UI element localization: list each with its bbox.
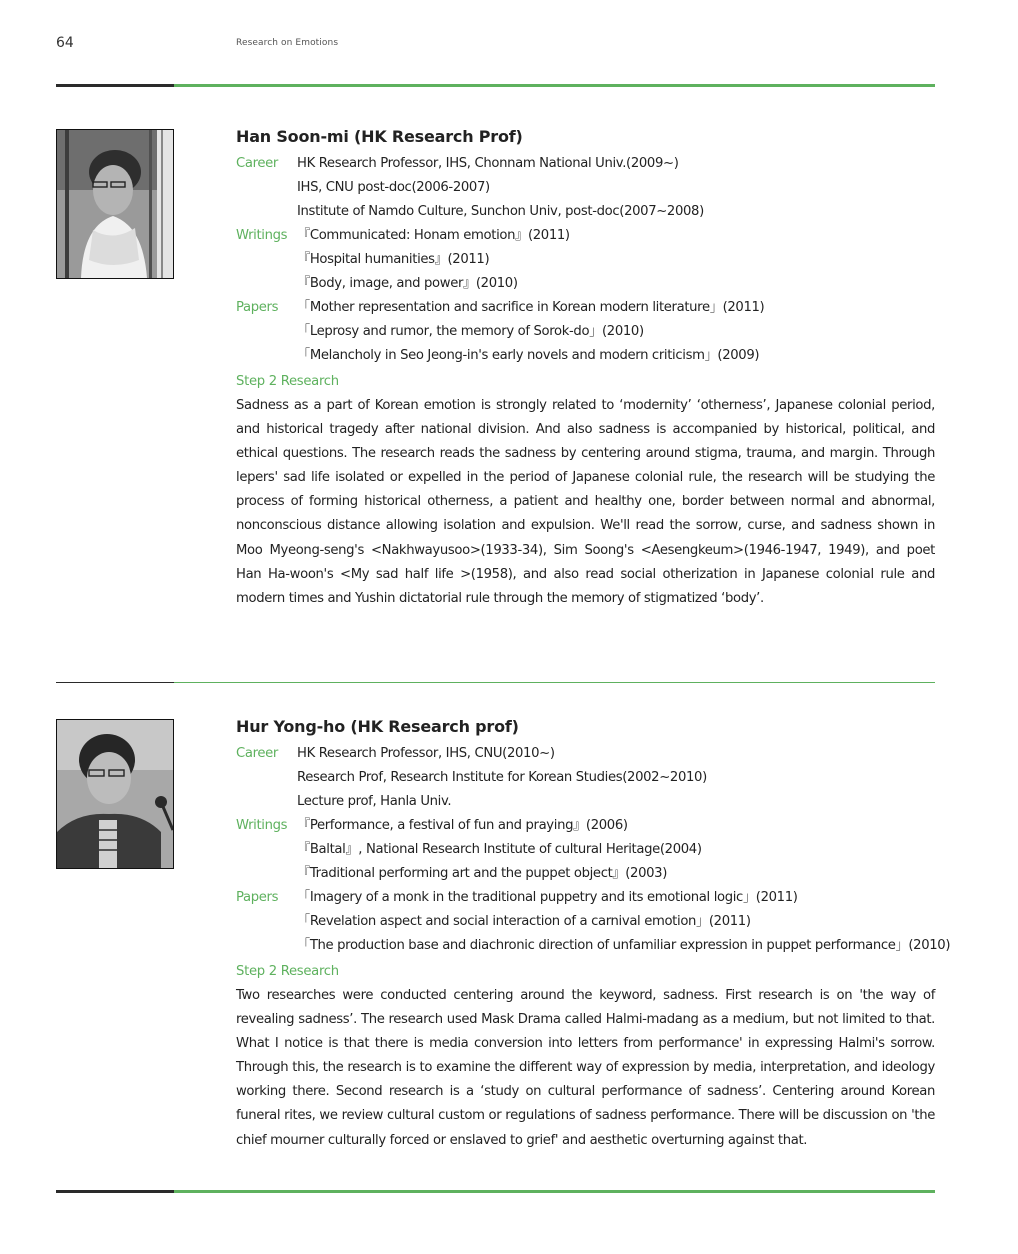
career-label: Career (236, 156, 278, 171)
section-divider (56, 682, 935, 683)
career-row (236, 200, 936, 224)
profile-hur-yong-ho (236, 716, 951, 1153)
writings-row (236, 272, 936, 296)
career-row (236, 742, 936, 766)
profile-photo-han-soon-mi (56, 129, 174, 279)
writings-row (236, 814, 936, 838)
career-item: HK Research Professor, IHS, Chonnam National Univ.(2009~) (297, 156, 679, 171)
profile-han-soon-mi (236, 126, 936, 611)
career-item: Research Prof, Research Institute for Korean Studies(2002~2010) (297, 770, 707, 785)
page-number: 64 (56, 35, 74, 51)
paper-item: 「Revelation aspect and social interaction of a carnival emotion」(2011) (297, 914, 751, 929)
header-divider (56, 84, 935, 87)
profile-name: Hur Yong-ho (HK Research prof) (236, 717, 519, 736)
profile-name: Han Soon-mi (HK Research Prof) (236, 127, 523, 146)
writing-item: 『Body, image, and power』(2010) (297, 276, 518, 291)
paper-item: 「Leprosy and rumor, the memory of Sorok-do」(2010) (297, 324, 644, 339)
footer-divider (56, 1190, 935, 1193)
papers-row (236, 296, 936, 320)
writings-row (236, 224, 936, 248)
paper-item: 「The production base and diachronic direction of unfamiliar expression in puppet performance」(2010) (297, 938, 951, 953)
papers-label: Papers (236, 890, 279, 905)
research-paragraph: Two researches were conducted centering around the keyword, sadness. First research is on 'the way of revealing sadness’. The research used Mask Drama called Halmi-madang as a medium, but not limited to that. What I notice is that there is media conversion into letters from performance' in expressing Halmi's sorrow. Through this, the research is to examine the different way of expression by media, interpretation, and ideology working there. Second research is a ‘study on cultural performance of sadness’. Centering around Korean funeral rites, we review cultural custom or regulations of sadness performance. There will be discussion on 'the chief mourner culturally forced or enslaved to grief' and aesthetic overturning against that. (236, 988, 935, 1148)
paper-item: 「Imagery of a monk in the traditional puppetry and its emotional logic」(2011) (297, 890, 798, 905)
writings-row (236, 862, 936, 886)
career-item: Institute of Namdo Culture, Sunchon Univ, post-doc(2007~2008) (297, 204, 704, 219)
career-label: Career (236, 746, 278, 761)
writing-item: 『Hospital humanities』(2011) (297, 252, 490, 267)
paper-item: 「Mother representation and sacrifice in Korean modern literature」(2011) (297, 300, 765, 315)
career-row (236, 176, 936, 200)
writings-row (236, 838, 936, 862)
writing-item: 『Traditional performing art and the puppet object』(2003) (297, 866, 668, 881)
research-paragraph: Sadness as a part of Korean emotion is strongly related to ‘modernity’ ‘otherness’, Japanese colonial period, and historical tragedy after national division. And also sadness is accompanied by historical, political, and ethical questions. The research reads the sadness by centering around stigma, trauma, and margin. Through lepers' sad life isolated or expelled in the period of Japanese colonial rule, the research will be studying the process of forming historical otherness, a patient and healthy one, border between normal and abnormal, nonconscious distance allowing isolation and expulsion. We'll read the sorrow, curse, and sadness shown in Moo Myeong-seng's <Nakhwayusoo>(1933-34), Sim Soong's <Aesengkeum>(1946-1947, 1949), and poet Han Ha-woon's <My sad half life >(1958), and also read social otherization in Japanese colonial rule and modern times and Yushin dictatorial rule through the memory of stigmatized ‘body’. (236, 398, 935, 606)
career-row (236, 790, 936, 814)
career-item: Lecture prof, Hanla Univ. (297, 794, 452, 809)
papers-row (236, 934, 951, 958)
writings-label: Writings (236, 228, 288, 243)
research-label: Step 2 Research (236, 964, 339, 979)
papers-row (236, 886, 936, 910)
career-row (236, 152, 936, 176)
writing-item: 『Performance, a festival of fun and praying』(2006) (297, 818, 628, 833)
papers-label: Papers (236, 300, 279, 315)
profile-photo-hur-yong-ho (56, 719, 174, 869)
papers-row (236, 910, 936, 934)
writing-item: 『Communicated: Honam emotion』(2011) (297, 228, 570, 243)
career-row (236, 766, 936, 790)
papers-row (236, 320, 936, 344)
papers-row (236, 344, 936, 368)
career-item: IHS, CNU post-doc(2006-2007) (297, 180, 490, 195)
writing-item: 『Baltal』, National Research Institute of cultural Heritage(2004) (297, 842, 702, 857)
writings-row (236, 248, 936, 272)
research-label: Step 2 Research (236, 374, 339, 389)
career-item: HK Research Professor, IHS, CNU(2010~) (297, 746, 555, 761)
running-header: Research on Emotions (236, 38, 339, 48)
writings-label: Writings (236, 818, 288, 833)
paper-item: 「Melancholy in Seo Jeong-in's early novels and modern criticism」(2009) (297, 348, 760, 363)
